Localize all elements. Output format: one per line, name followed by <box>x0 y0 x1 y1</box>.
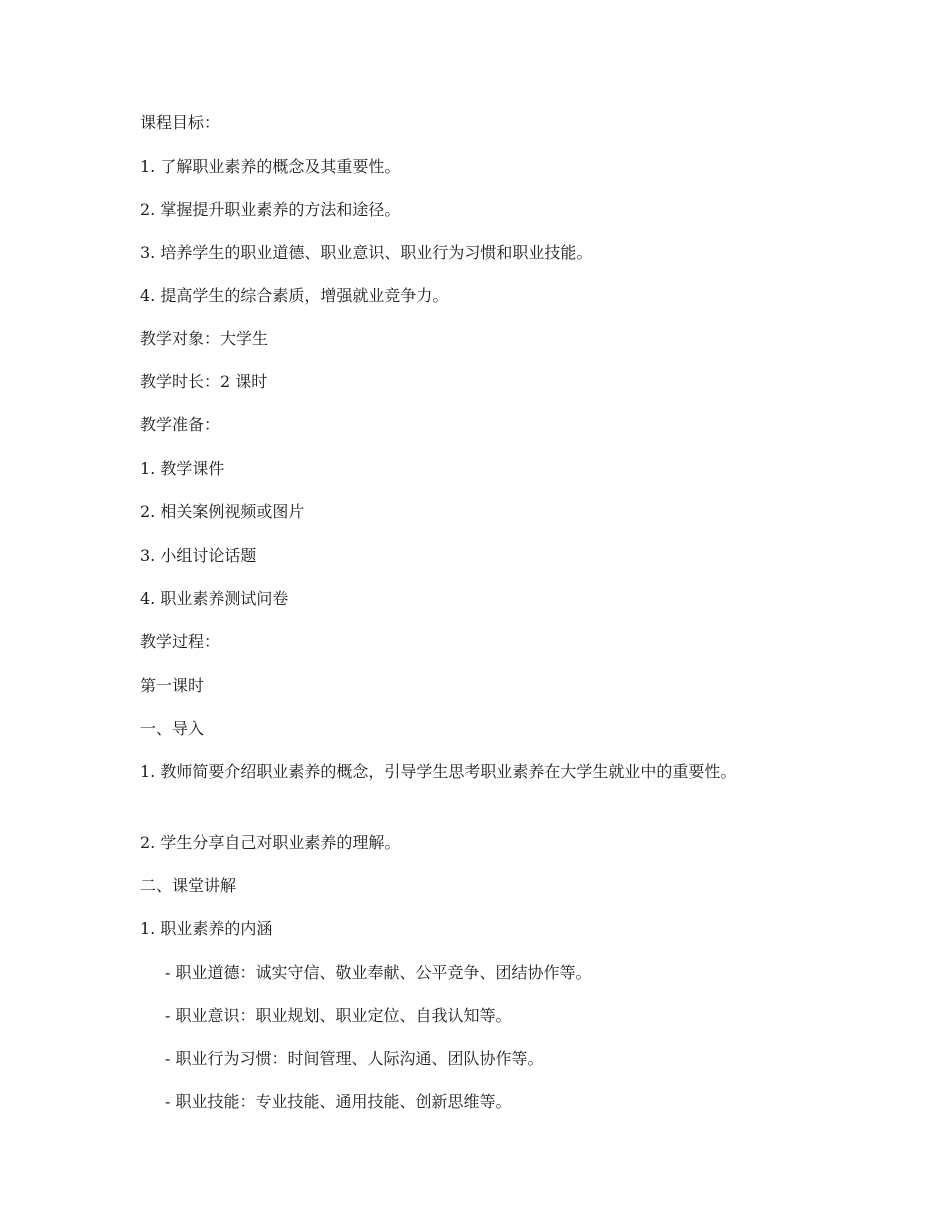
lecture-item-1: 1. 职业素养的内涵 <box>140 919 273 938</box>
goal-item-4: 4. 提高学生的综合素质，增强就业竞争力。 <box>140 286 449 305</box>
goal-item-3: 3. 培养学生的职业道德、职业意识、职业行为习惯和职业技能。 <box>140 243 593 262</box>
sub-item-awareness: - 职业意识：职业规划、职业定位、自我认知等。 <box>165 1006 512 1025</box>
prep-item-1: 1. 教学课件 <box>140 459 225 478</box>
lesson-heading-first: 第一课时 <box>140 676 205 695</box>
teaching-duration: 教学时长：2 课时 <box>140 372 268 391</box>
section-heading-preparation: 教学准备： <box>140 415 221 434</box>
prep-item-4: 4. 职业素养测试问卷 <box>140 589 289 608</box>
intro-item-1: 1. 教师简要介绍职业素养的概念，引导学生思考职业素养在大学生就业中的重要性。 <box>140 762 737 781</box>
part-heading-intro: 一、导入 <box>140 719 205 738</box>
prep-item-3: 3. 小组讨论话题 <box>140 546 257 565</box>
prep-item-2: 2. 相关案例视频或图片 <box>140 502 305 521</box>
section-heading-process: 教学过程： <box>140 632 221 651</box>
section-heading-course-goals: 课程目标： <box>140 113 221 132</box>
goal-item-2: 2. 掌握提升职业素养的方法和途径。 <box>140 200 401 219</box>
teaching-audience: 教学对象：大学生 <box>140 329 269 348</box>
part-heading-lecture: 二、课堂讲解 <box>140 876 237 895</box>
sub-item-ethics: - 职业道德：诚实守信、敬业奉献、公平竞争、团结协作等。 <box>165 963 592 982</box>
intro-item-2: 2. 学生分享自己对职业素养的理解。 <box>140 833 401 852</box>
sub-item-skills: - 职业技能：专业技能、通用技能、创新思维等。 <box>165 1092 512 1111</box>
goal-item-1: 1. 了解职业素养的概念及其重要性。 <box>140 157 401 176</box>
sub-item-habits: - 职业行为习惯：时间管理、人际沟通、团队协作等。 <box>165 1049 544 1068</box>
